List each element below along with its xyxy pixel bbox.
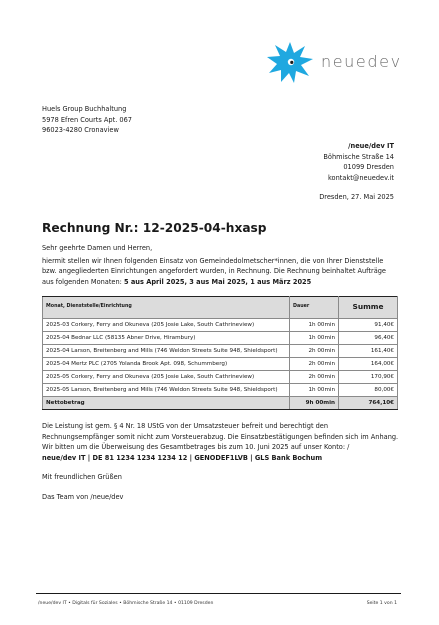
row-amount: 96,40€ (339, 332, 398, 345)
column-header-duration: Dauer (290, 297, 339, 319)
sender-address (234, 141, 394, 183)
column-header-sum: Summe (339, 297, 398, 319)
starburst-logo-icon (265, 40, 315, 85)
sender-name: /neue/dev IT (348, 142, 394, 150)
company-logo (265, 40, 401, 85)
row-duration: 1h 00min (290, 332, 339, 345)
intro-text: hiermit stellen wir Ihnen folgenden Einsatz von Gemeindedolmetscher*innen, die von Ihrer Dienststelle bzw. angegliederten Einrichtungen angefordert wurden, in Rechnung. Die Rechnung beinhaltet Aufträge aus folgenden Monaten: (42, 256, 386, 286)
table-row (43, 358, 398, 371)
row-service: 2025-04 Mertz PLC (2705 Yolanda Brook Apt. 098, Schummberg) (43, 358, 290, 371)
table-row (43, 319, 398, 332)
row-duration: 1h 00min (290, 319, 339, 332)
row-service: 2025-05 Corkery, Ferry and Okuneva (205 Josie Lake, South Cathrineview) (43, 371, 290, 384)
recipient-line: 96023-4280 Cronaview (42, 126, 119, 134)
recipient-address (42, 104, 202, 136)
row-service: 2025-04 Larson, Breitenberg and Mills (746 Weldon Streets Suite 948, Shieldsport) (43, 345, 290, 358)
table-row (43, 345, 398, 358)
row-amount: 80,00€ (339, 384, 398, 397)
row-duration: 2h 00min (290, 358, 339, 371)
invoice-items-table (42, 296, 398, 410)
row-duration: 2h 00min (290, 371, 339, 384)
closing: Mit freundlichen Grüßen (42, 473, 122, 481)
page-number: Seite 1 von 1 (366, 601, 397, 606)
total-amount: 764,10€ (339, 397, 398, 410)
table-row (43, 384, 398, 397)
bank-details: neue/dev IT | DE 81 1234 1234 1234 12 | GENODEF1LVB | GLS Bank Bochum (42, 453, 323, 462)
footer-company-info: /neue/dev IT • Digitals für Soziales • Böhmische Straße 14 • 01109 Dresden (38, 601, 214, 606)
payment-section (42, 421, 402, 502)
column-header-service: Monat, Dienststelle/Einrichtung (43, 297, 290, 319)
salutation: Sehr geehrte Damen und Herren, (42, 244, 153, 252)
total-label: Nettobetrag (43, 397, 290, 410)
row-duration: 1h 00min (290, 384, 339, 397)
total-duration: 9h 00min (290, 397, 339, 410)
sender-city: 01099 Dresden (343, 163, 394, 171)
table-header-row (43, 297, 398, 319)
recipient-line: Huels Group Buchhaltung (42, 105, 127, 113)
row-duration: 2h 00min (290, 345, 339, 358)
row-amount: 161,40€ (339, 345, 398, 358)
tax-note: Die Leistung ist gem. § 4 Nr. 18 UStG von der Umsatzsteuer befreit und berechtigt den Rechnungsempfänger somit nicht zum Vorsteuerabzug. Die Einsatzbestätigungen befinden sich im Anhang. Wir bitten um die Überweisung des Gesamtbetrages bis zum 10. Juni 2025 auf unser Konto: / (42, 422, 399, 451)
logo-wordmark: neuedev (321, 52, 402, 71)
row-service: 2025-05 Larson, Breitenberg and Mills (746 Weldon Streets Suite 948, Shieldsport) (43, 384, 290, 397)
row-amount: 164,00€ (339, 358, 398, 371)
intro-paragraph (42, 256, 397, 288)
row-service: 2025-04 Bednar LLC (58135 Abner Drive, Hirambury) (43, 332, 290, 345)
row-amount: 91,40€ (339, 319, 398, 332)
footer-divider (36, 593, 401, 594)
table-row (43, 371, 398, 384)
invoice-title: Rechnung Nr.: 12-2025-04-hxasp (42, 221, 267, 235)
signature: Das Team von /neue/dev (42, 492, 124, 501)
sender-street: Böhmische Straße 14 (323, 152, 394, 161)
table-total-row (43, 397, 398, 410)
row-service: 2025-03 Corkery, Ferry and Okuneva (205 Josie Lake, South Cathrineview) (43, 319, 290, 332)
row-amount: 170,90€ (339, 371, 398, 384)
invoice-intro (42, 243, 397, 287)
recipient-line: 5978 Efren Courts Apt. 067 (42, 115, 132, 124)
invoice-date: Dresden, 27. Mai 2025 (319, 193, 394, 201)
months-summary: 5 aus April 2025, 3 aus Mai 2025, 1 aus März 2025 (123, 277, 312, 286)
table-row (43, 332, 398, 345)
sender-email: kontakt@neuedev.it (327, 173, 394, 182)
